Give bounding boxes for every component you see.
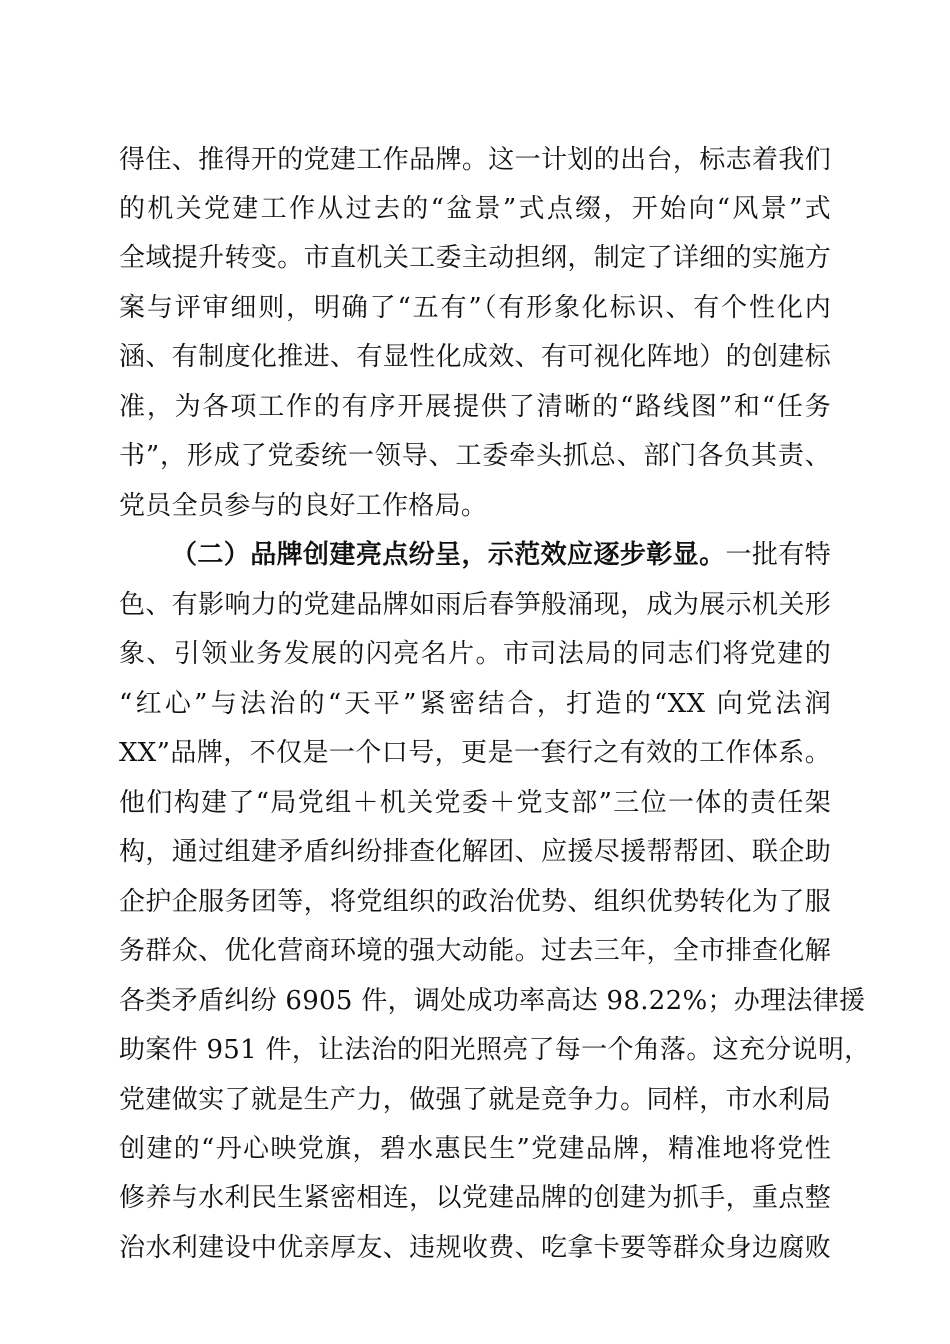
text-line: 创建的“丹心映党旗，碧水惠民生”党建品牌，精准地将党性 xyxy=(119,1134,831,1164)
text-line: 务群众、优化营商环境的强大动能。过去三年，全市排查化解 xyxy=(119,936,831,966)
text-line: 党员全员参与的良好工作格局。 xyxy=(119,491,488,521)
text-line: 得住、推得开的党建工作品牌。这一计划的出台，标志着我们 xyxy=(119,145,831,175)
text-line: 象、引领业务发展的闪亮名片。市司法局的同志们将党建的 xyxy=(119,639,831,669)
text-line: 党建做实了就是生产力，做强了就是竞争力。同样，市水利局 xyxy=(119,1085,831,1115)
text-line: XX”品牌，不仅是一个口号，更是一套行之有效的工作体系。 xyxy=(119,738,831,768)
text-line: “红心”与法治的“天平”紧密结合，打造的“XX 向党法润 xyxy=(119,689,831,719)
text-line: 全域提升转变。市直机关工委主动担纲，制定了详细的实施方 xyxy=(119,243,831,273)
text-line: 准，为各项工作的有序开展提供了清晰的“路线图”和“任务 xyxy=(119,392,831,422)
text-run: 一批有特 xyxy=(725,540,831,570)
text-line: 涵、有制度化推进、有显性化成效、有可视化阵地）的创建标 xyxy=(119,342,831,372)
text-line: 构，通过组建矛盾纠纷排查化解团、应援尽援帮帮团、联企助 xyxy=(119,837,831,867)
text-line: 他们构建了“局党组＋机关党委＋党支部”三位一体的责任架 xyxy=(119,788,831,818)
text-line: 色、有影响力的党建品牌如雨后春笋般涌现，成为展示机关形 xyxy=(119,590,831,620)
section-heading: （二）品牌创建亮点纷呈，示范效应逐步彰显。 xyxy=(171,540,726,570)
paragraph-first-line xyxy=(171,535,831,575)
text-line: 助案件 951 件，让法治的阳光照亮了每一个角落。这充分说明， xyxy=(119,1035,871,1065)
text-line: 书”，形成了党委统一领导、工委牵头抓总、部门各负其责、 xyxy=(119,441,831,471)
text-line: 的机关党建工作从过去的“盆景”式点缀，开始向“风景”式 xyxy=(119,194,831,224)
text-line: 案与评审细则，明确了“五有”（有形象化标识、有个性化内 xyxy=(119,293,831,323)
text-line: 企护企服务团等，将党组织的政治优势、组织优势转化为了服 xyxy=(119,887,831,917)
text-line: 修养与水利民生紧密相连，以党建品牌的创建为抓手，重点整 xyxy=(119,1183,831,1213)
text-line: 治水利建设中优亲厚友、违规收费、吃拿卡要等群众身边腐败 xyxy=(119,1233,831,1263)
text-line: 各类矛盾纠纷 6905 件，调处成功率高达 98.22%；办理法律援 xyxy=(119,986,866,1016)
